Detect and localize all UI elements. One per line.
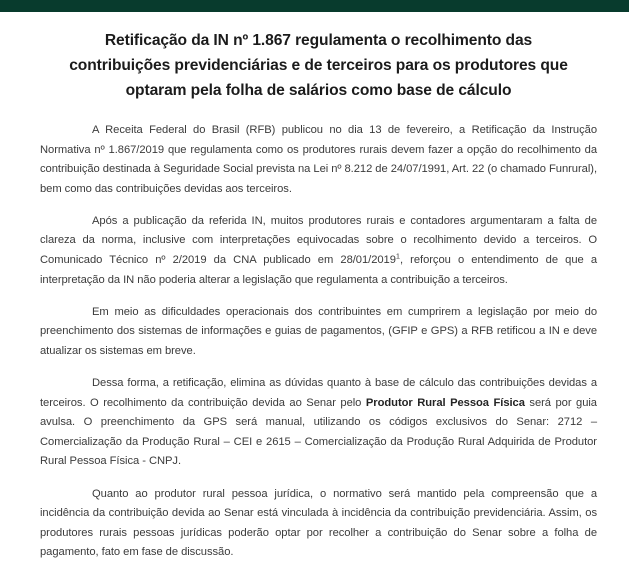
paragraph-4-text-a: Dessa forma, a retificação, elimina as dúvidas quanto à base de cálculo das contribuições devidas a terceiros. O recolhimento da contribuição devida ao Senar pelo — [40, 377, 597, 409]
document-body — [40, 121, 597, 563]
paragraph-3: Em meio as dificuldades operacionais dos contribuintes em cumprirem a legislação por meio do preenchimento dos sistemas de informações e guias de pagamentos, (GFIP e GPS) a RFB retificou a IN e deve atualizar os sistemas em breve. — [40, 305, 597, 357]
paragraph-2 — [40, 212, 597, 290]
paragraph-4-text-b: será por guia avulsa. O preenchimento da GPS será manual, utilizando os códigos exclusivos do Senar: 2712 – Comercialização da Produção Rural – CEI e 2615 – Comercialização da Produção Rural Adquirida de Produtor Rural Pessoa Física - CNPJ. — [40, 396, 597, 468]
document-content — [0, 28, 629, 563]
page-title: Retificação da IN nº 1.867 regulamenta o recolhimento das contribuições previdenciárias e de terceiros para os produtores que optaram pela folha de salários como base de cálculo — [69, 32, 568, 99]
paragraph-5: Quanto ao produtor rural pessoa jurídica, o normativo será mantido pela compreensão que a incidência da contribuição devida ao Senar está vinculada à incidência da contribuição previdenciária. Assim, os produtores rurais pessoas jurídicas poderão optar por recolher a contribuição do Senar sobre a folha de pagamento, fato em fase de discussão. — [40, 487, 597, 559]
paragraph-2-text-b: , reforçou o entendimento de que a interpretação da IN não poderia alterar a legislação que regulamenta a contribuição a terceiros. — [40, 254, 597, 286]
paragraph-1: A Receita Federal do Brasil (RFB) publicou no dia 13 de fevereiro, a Retificação da Instrução Normativa nº 1.867/2019 que regulamenta como os produtores rurais devem fazer a opção do recolhimento da contribuição destinada à Seguridade Social prevista na Lei nº 8.212 de 24/07/1991, Art. 22 (o chamado Funrural), bem como das contribuições devidas aos terceiros. — [40, 124, 597, 195]
paragraph-2-text-a: Após a publicação da referida IN, muitos produtores rurais e contadores argumentaram a falta de clareza da norma, inclusive com interpretações equivocadas sobre o recolhimento devido a terceiros. O Comunicado Técnico nº 2/2019 da CNA publicado em 28/01/2019 — [40, 214, 597, 267]
paragraph-4-emphasis: Produtor Rural Pessoa Física — [365, 396, 525, 409]
top-accent-band — [0, 0, 629, 12]
paragraph-4 — [40, 374, 597, 472]
footnote-marker: 1 — [395, 251, 400, 261]
